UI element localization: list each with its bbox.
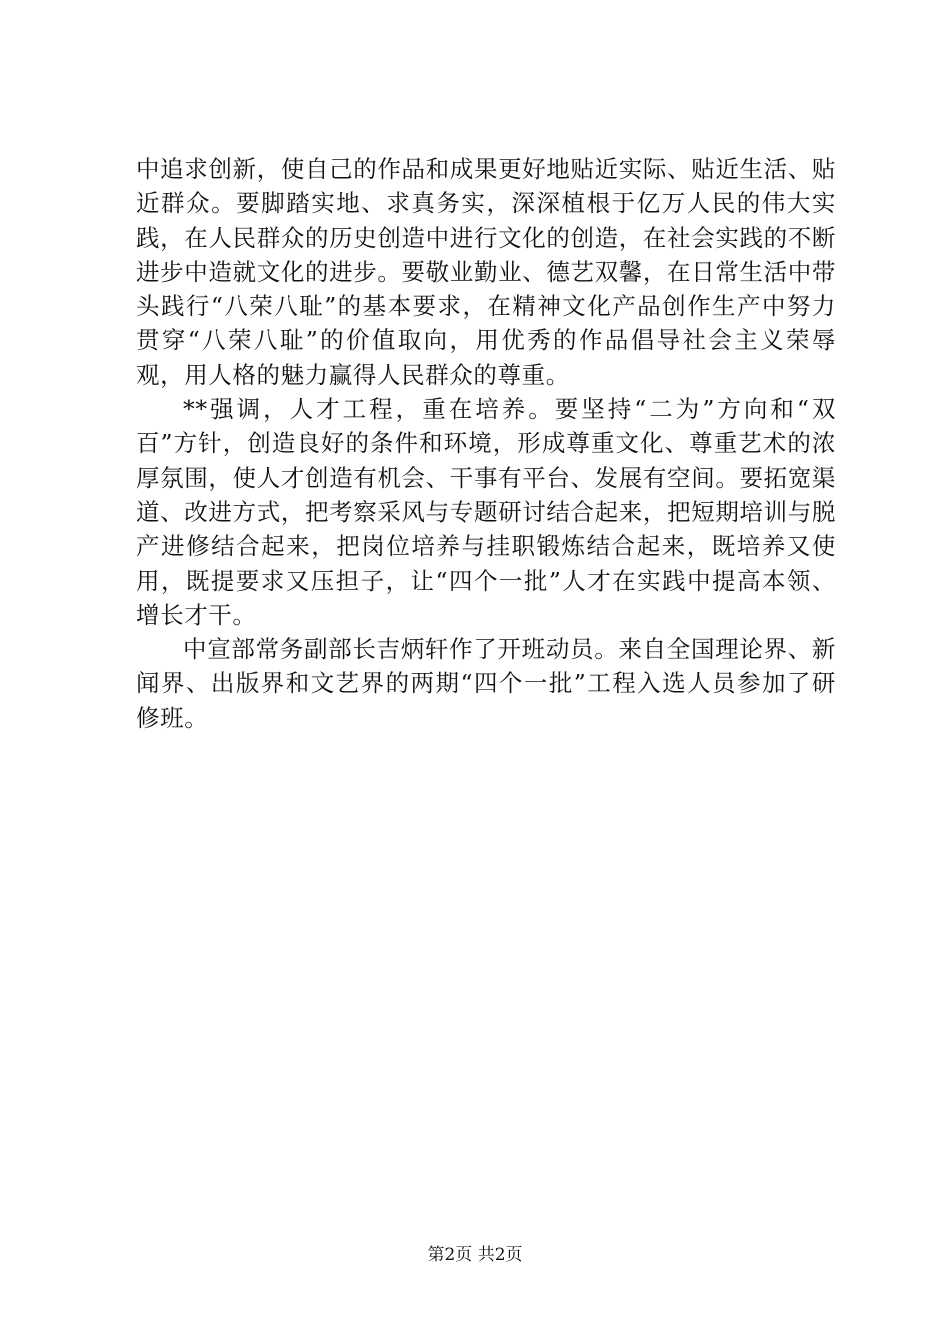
document-body [136, 152, 836, 735]
paragraph-talent-training: **强调，人才工程，重在培养。要坚持“二为”方向和“双百”方针，创造良好的条件和环境，形成尊重文化、尊重艺术的浓厚氛围，使人才创造有机会、干事有平台、发展有空间。要拓宽渠道、改进方式，把考察采风与专题研讨结合起来，把短期培训与脱产进修结合起来，把岗位培养与挂职锻炼结合起来，既培养又使用，既提要求又压担子，让“四个一批”人才在实践中提高本领、增长才干。 [136, 395, 836, 629]
page-number-footer: 第2页 共2页 [427, 1245, 523, 1265]
paragraph-continued: 中追求创新，使自己的作品和成果更好地贴近实际、贴近生活、贴近群众。要脚踏实地、求真务实，深深植根于亿万人民的伟大实践，在人民群众的历史创造中进行文化的创造，在社会实践的不断进步中造就文化的进步。要敬业勤业、德艺双馨，在日常生活中带头践行“八荣八耻”的基本要求，在精神文化产品创作生产中努力贯穿“八荣八耻”的价值取向，用优秀的作品倡导社会主义荣辱观，用人格的魅力赢得人民群众的尊重。 [136, 155, 836, 389]
paragraph-mobilization: 中宣部常务副部长吉炳轩作了开班动员。来自全国理论界、新闻界、出版界和文艺界的两期“四个一批”工程入选人员参加了研修班。 [136, 635, 836, 732]
